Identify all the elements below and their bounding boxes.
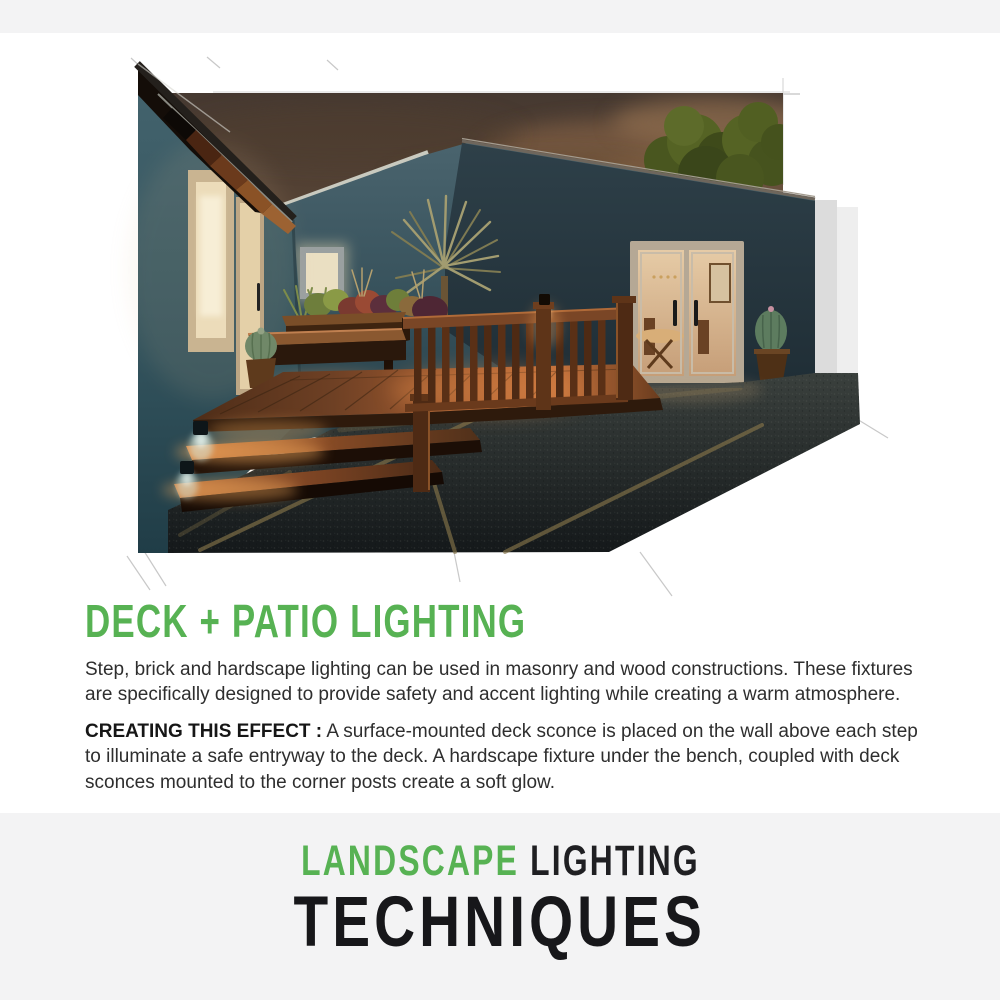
door-handle-left xyxy=(673,300,677,326)
effect-label: CREATING THIS EFFECT : xyxy=(85,720,323,742)
footer-band xyxy=(0,813,1000,1000)
brand-line xyxy=(0,837,1000,885)
deck-sconce-icon xyxy=(539,294,550,305)
effect-paragraph xyxy=(85,719,937,795)
section-heading xyxy=(85,595,937,647)
poster-title xyxy=(0,883,1000,962)
section-heading-text: DECK + PATIO LIGHTING xyxy=(85,595,527,647)
brand-word-lighting: LIGHTING xyxy=(529,837,700,885)
entry-door-handle xyxy=(257,283,260,311)
door-handle-right xyxy=(694,300,698,326)
poster-title-text: TECHNIQUES xyxy=(293,883,707,962)
article-section xyxy=(85,595,937,806)
french-doors xyxy=(630,241,744,383)
effect-body: A surface-mounted deck sconce is placed on the wall above each step to illuminate a safe entryway to the deck. A hardscape fixture under the bench, coupled with deck sconces mounted to the corner posts create a soft glow. xyxy=(85,720,918,793)
stair-post xyxy=(413,398,430,492)
lit-window xyxy=(188,170,234,352)
brand-line-inner xyxy=(300,837,700,885)
side-panel xyxy=(815,200,858,374)
brand-word-landscape: LANDSCAPE xyxy=(300,837,519,885)
intro-paragraph: Step, brick and hardscape lighting can be used in masonry and wood constructions. These fixtures are specifically designed to provide safety and accent lighting while creating a warm atmosphere. xyxy=(85,659,913,706)
